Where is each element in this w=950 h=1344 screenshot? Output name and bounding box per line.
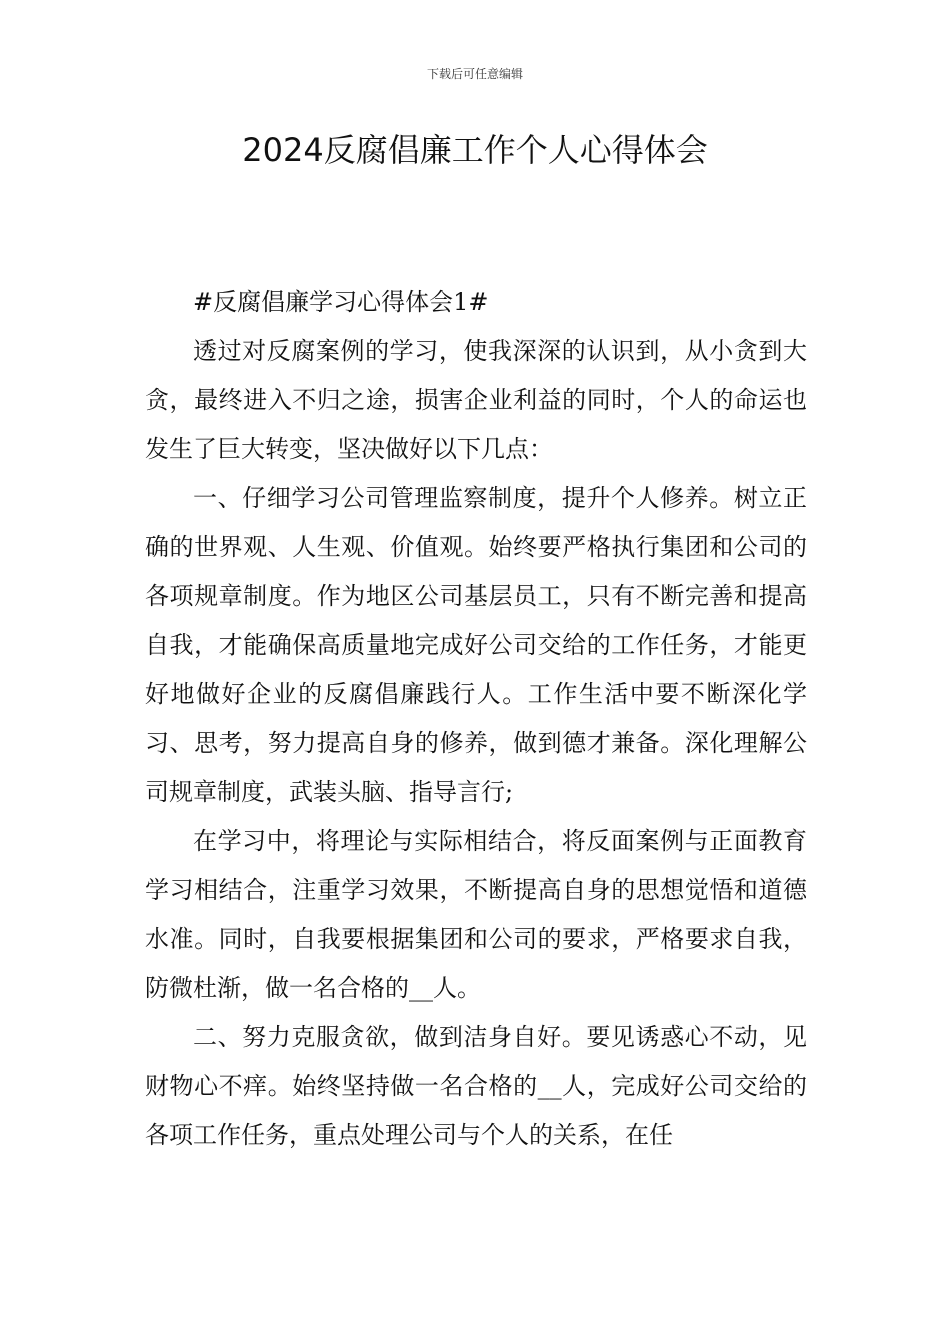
paragraph-point-two: 二、努力克服贪欲，做到洁身自好。要见诱惑心不动，见财物心不痒。始终坚持做一名合格的__人，完成好公司交给的各项工作任务，重点处理公司与个人的关系，在任 — [145, 1023, 807, 1149]
header-note: 下载后可任意编辑 — [426, 67, 523, 81]
paragraph-study: 在学习中，将理论与实际相结合，将反面案例与正面教育学习相结合，注重学习效果，不断提高自身的思想觉悟和道德水准。同时，自我要根据集团和公司的要求，严格要求自我，防微杜渐，做一名合格的__人。 — [145, 827, 807, 1002]
document-title: 2024反腐倡廉工作个人心得体会 — [242, 131, 708, 169]
paragraph-point-one: 一、仔细学习公司管理监察制度，提升个人修养。树立正确的世界观、人生观、价值观。始终要严格执行集团和公司的各项规章制度。作为地区公司基层员工，只有不断完善和提高自我，才能确保高质量地完成好公司交给的工作任务，才能更好地做好企业的反腐倡廉践行人。工作生活中要不断深化学习、思考，努力提高自身的修养，做到德才兼备。深化理解公司规章制度，武装头脑、指导言行; — [145, 484, 807, 806]
paragraph-intro: 透过对反腐案例的学习，使我深深的认识到，从小贪到大贪，最终进入不归之途，损害企业利益的同时，个人的命运也发生了巨大转变，坚决做好以下几点： — [145, 337, 807, 463]
section-heading: #反腐倡廉学习心得体会1# — [193, 288, 489, 316]
document-body — [145, 278, 807, 1160]
